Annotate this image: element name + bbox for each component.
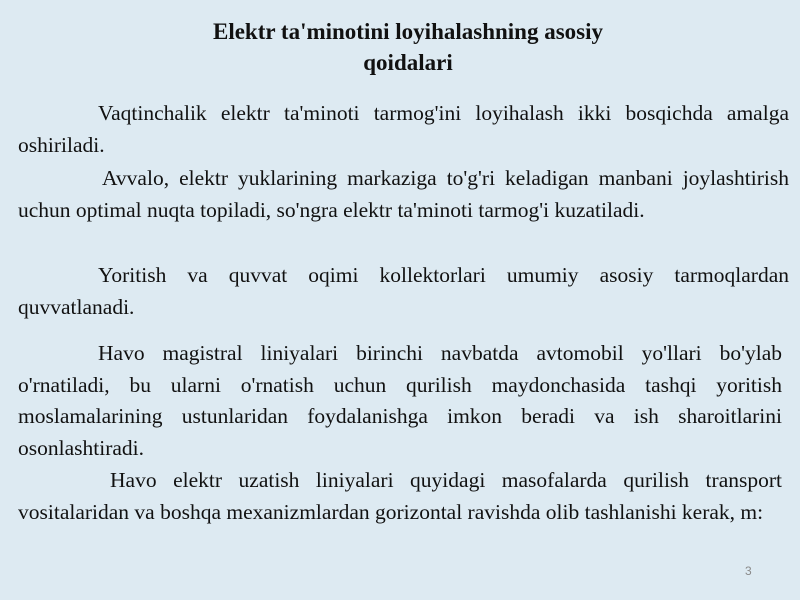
paragraph-design-stages: Vaqtinchalik elektr ta'minoti tarmog'ini loyihalash ikki bosqichda amalga oshiriladi.	[18, 101, 789, 157]
paragraph-overhead-lines: Havo magistral liniyalari birinchi navbatda avtomobil yo'llari bo'ylab o'rnatiladi, bu ularni o'rnatish uchun qurilish maydonchasida tashqi yoritish moslamalarining ustunlaridan foydalanishga imkon beradi va ish sharoitlarini osonlashtiradi.	[18, 341, 782, 460]
page-number: 3	[745, 564, 752, 578]
slide-title	[0, 16, 800, 78]
paragraph-optimal-point: Avvalo, elektr yuklarining markaziga to'g'ri keladigan manbani joylashtirish uchun optimal nuqta topiladi, so'ngra elektr ta'minoti tarmog'i kuzatiladi.	[18, 166, 789, 222]
slide-title-line-1: Elektr ta'minotini loyihalashning asosiy	[212, 19, 604, 44]
paragraph-clearance-distances: Havo elektr uzatish liniyalari quyidagi masofalarda qurilish transport vositalaridan va boshqa mexanizmlardan gorizontal ravishda olib tashlanishi kerak, m:	[18, 468, 782, 524]
paragraph-collectors: Yoritish va quvvat oqimi kollektorlari umumiy asosiy tarmoqlardan quvvatlanadi.	[18, 263, 789, 319]
slide-title-line-2: qoidalari	[363, 50, 453, 75]
